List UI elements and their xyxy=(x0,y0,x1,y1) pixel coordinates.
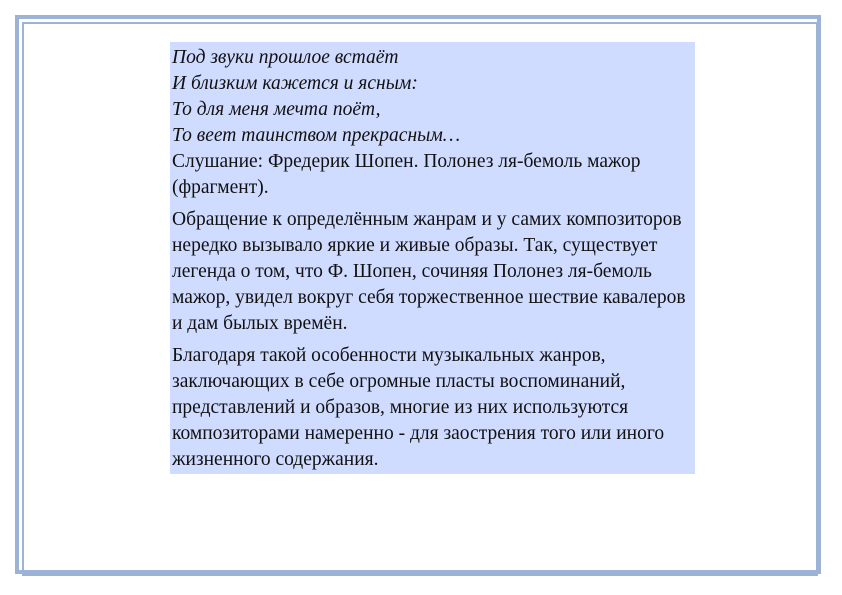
poem-epigraph xyxy=(172,45,695,149)
poem-line: Под звуки прошлое встаёт xyxy=(172,47,399,68)
poem-line: То веет таинством прекрасным… xyxy=(172,125,461,146)
paragraph-chopin-legend: Обращение к определённым жанрам и у самих композиторов нередко вызывало яркие и живые образы. Так, существует легенда о том, что Ф. Шопен, сочиняя Полонез ля-бемоль мажор, увидел вокруг себя торжественное шествие кавалеров и дам былых времён. xyxy=(172,209,686,334)
paragraph-genres: Благодаря такой особенности музыкальных жанров, заключающих в себе огромные пласты воспоминаний, представлений и образов, многие из них используются композиторами намеренно - для заострения того или иного жизненного содержания. xyxy=(172,345,665,470)
text-block xyxy=(170,42,695,474)
listening-note: Слушание: Фредерик Шопен. Полонез ля-бемоль мажор (фрагмент). xyxy=(172,151,641,198)
poem-line: То для меня мечта поёт, xyxy=(172,99,381,120)
poem-line: И близким кажется и ясным: xyxy=(172,73,418,94)
